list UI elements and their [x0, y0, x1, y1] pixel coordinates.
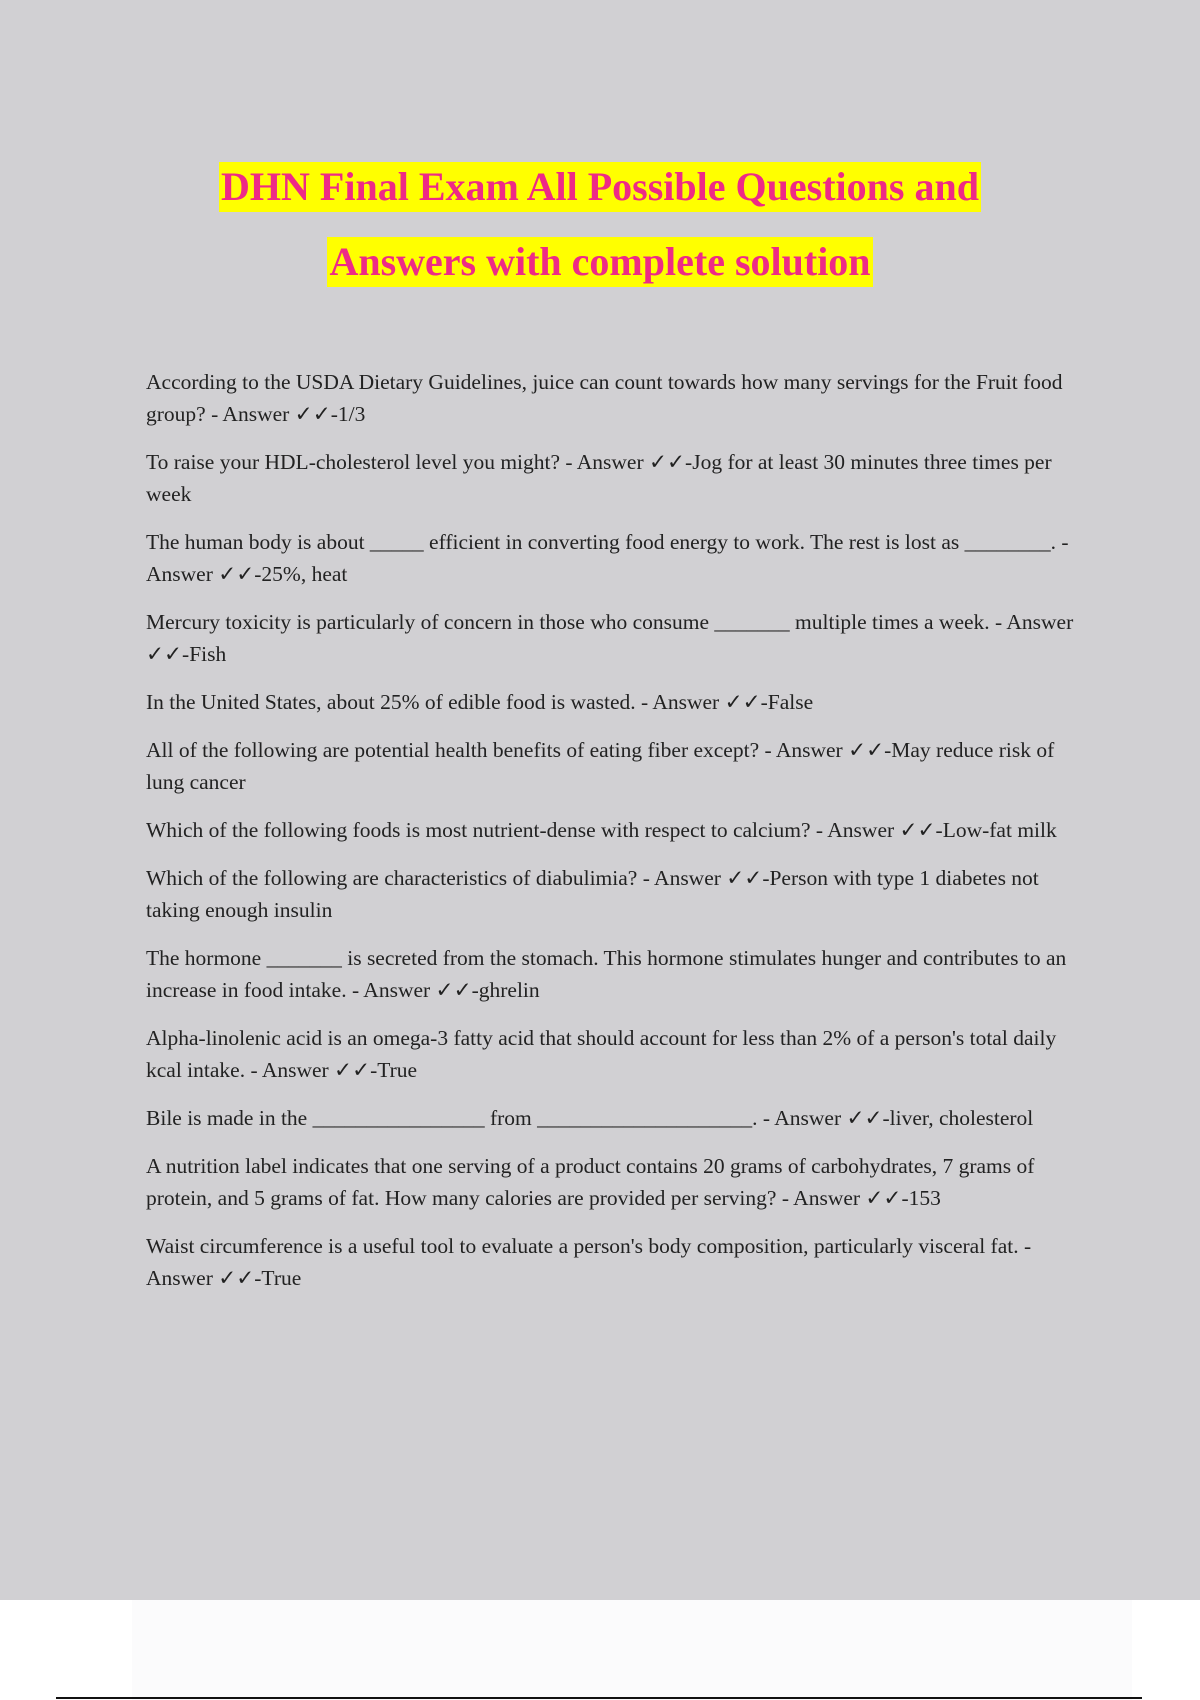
page-divider [56, 1697, 1142, 1699]
qa-item: Which of the following are characteristics of diabulimia? - Answer ✓✓-Person with type 1 diabetes not taking enough insulin [146, 866, 1039, 922]
next-page-shade [132, 1600, 1132, 1700]
qa-item: According to the USDA Dietary Guidelines, juice can count towards how many servings for the Fruit food group? - Answer ✓✓-1/3 [146, 370, 1063, 426]
title-line-2: Answers with complete solution [327, 237, 872, 287]
qa-item: The human body is about _____ efficient in converting food energy to work. The rest is lost as ________. - Answer ✓✓-25%, heat [146, 530, 1069, 586]
qa-item: A nutrition label indicates that one serving of a product contains 20 grams of carbohydrates, 7 grams of protein, and 5 grams of fat. How many calories are provided per serving? - Answer ✓✓-153 [146, 1154, 1035, 1210]
qa-item: Which of the following foods is most nutrient-dense with respect to calcium? - Answer ✓✓-Low-fat milk [146, 818, 1057, 842]
qa-item: In the United States, about 25% of edible food is wasted. - Answer ✓✓-False [146, 690, 814, 714]
next-page-preview [0, 1600, 1200, 1700]
qa-list [146, 366, 1086, 1310]
title-line-1: DHN Final Exam All Possible Questions and [219, 162, 981, 212]
qa-item: To raise your HDL-cholesterol level you might? - Answer ✓✓-Jog for at least 30 minutes three times per week [146, 450, 1052, 506]
qa-item: Alpha-linolenic acid is an omega-3 fatty acid that should account for less than 2% of a person's total daily kcal intake. - Answer ✓✓-True [146, 1026, 1057, 1082]
qa-item: Waist circumference is a useful tool to evaluate a person's body composition, particularly visceral fat. - Answer ✓✓-True [146, 1234, 1032, 1290]
qa-item: Bile is made in the ________________ from ____________________. - Answer ✓✓-liver, cholesterol [146, 1106, 1034, 1130]
qa-item: Mercury toxicity is particularly of concern in those who consume _______ multiple times a week. - Answer ✓✓-Fish [146, 610, 1074, 666]
document-title [0, 162, 1200, 287]
qa-item: All of the following are potential health benefits of eating fiber except? - Answer ✓✓-May reduce risk of lung cancer [146, 738, 1055, 794]
qa-item: The hormone _______ is secreted from the stomach. This hormone stimulates hunger and contributes to an increase in food intake. - Answer ✓✓-ghrelin [146, 946, 1067, 1002]
